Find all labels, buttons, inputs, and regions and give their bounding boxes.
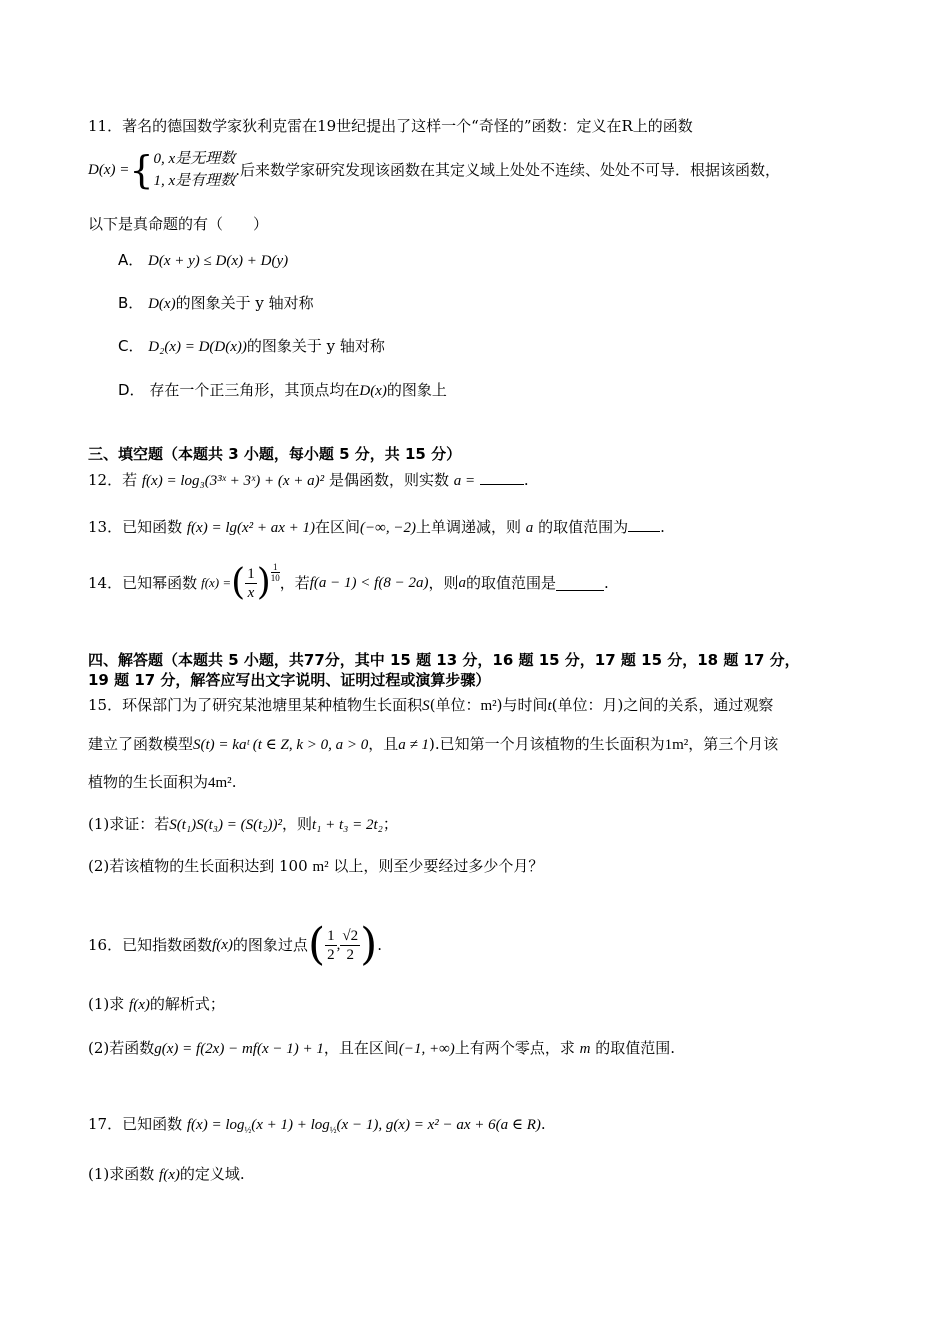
q12-answer-blank[interactable]	[480, 470, 524, 485]
q13-end: .	[660, 518, 665, 536]
q14-post: ，则	[428, 574, 459, 592]
q15-line1-S: S	[422, 698, 430, 714]
q13-math: f(x) = lg(x² + ax + 1)	[186, 520, 316, 536]
q15-line2-c: ).已知第一个月该植物的生长面积为	[428, 735, 665, 753]
q16-pt-den2: 2	[346, 946, 354, 963]
q17-base1: ½	[244, 1125, 252, 1135]
q15-line2-cond: a ≠ 1	[398, 737, 429, 753]
q17-p1-a: (1)求函数	[88, 1165, 155, 1183]
q14-base-num: 1	[247, 565, 255, 582]
q16-mid: 的图象过点	[232, 936, 308, 954]
q11-line2	[88, 148, 780, 192]
q14-end: .	[603, 574, 609, 592]
q15-line1	[88, 695, 773, 716]
q17-p1-b: 的定义域.	[179, 1165, 245, 1183]
q17-pre: 17．已知函数	[88, 1115, 183, 1133]
q11-option-a-label: A．	[118, 251, 144, 269]
q17-math-a: f(x) = log	[186, 1117, 245, 1133]
q16-p2-c: 上有两个零点，求	[454, 1039, 575, 1057]
q16-line	[88, 920, 382, 970]
q15-p2-b: 以上，则至少要经过多少个月？	[333, 857, 544, 875]
q16-p2-a: (2)若函数	[88, 1039, 155, 1057]
q17-p1-fx: f(x)	[159, 1167, 180, 1183]
q11-option-c	[118, 336, 385, 357]
q17-line	[88, 1114, 546, 1140]
q15-p1-end: ；	[382, 815, 398, 833]
q17-math-b: (x + 1) + log	[251, 1117, 330, 1133]
q13-var: a	[525, 520, 534, 536]
q14-left-paren: (	[231, 562, 246, 603]
q16-p2-math: g(x) = f(2x) − mf(x − 1) + 1	[154, 1041, 324, 1057]
q11-line3: 以下是真命题的有（ ）	[88, 215, 269, 233]
q15-line1-unit: m²	[480, 698, 497, 714]
q15-line1-b: (单位：	[429, 696, 481, 714]
q11-line1	[88, 116, 693, 136]
q14-fx: f(x) =	[201, 575, 232, 590]
q16-right-paren: )	[360, 919, 378, 970]
q14-right-paren: )	[256, 562, 271, 603]
q12-var: a =	[453, 473, 476, 489]
q15-p1-math: S(t₁)S(t₃) = (S(t₂))²	[169, 817, 282, 833]
q15-line1-a: 15．环保部门为了研究某池塘里某种植物生长面积	[88, 696, 423, 714]
q15-line3	[88, 772, 236, 793]
q15-line3-end: .	[231, 773, 237, 791]
q11-option-d-math: D(x)	[359, 383, 387, 399]
q13-tail: 的取值范围为	[538, 518, 629, 536]
q12-math: f(x) = log₃(3³ˣ + 3ˣ) + (x + a)²	[141, 473, 325, 489]
q11-option-c-math: D₂(x) = D(D(x))	[148, 339, 247, 355]
q15-part1	[88, 814, 398, 835]
q14-ineq: f(a − 1) < f(8 − 2a)	[309, 575, 429, 591]
q16-pt-den1: 2	[327, 946, 335, 963]
q16-end: .	[377, 936, 383, 954]
q14-line	[88, 560, 609, 606]
section4-heading-line1: 四、解答题（本题共 5 小题，共77分，其中 15 题 13 分，16 题 15 分，17 题 15 分，18 题 17 分，	[88, 651, 800, 669]
q12-post: 是偶函数，则实数	[328, 471, 449, 489]
q14-mid: ，若	[279, 574, 310, 592]
q13-pre: 13．已知函数	[88, 518, 183, 536]
q16-left-paren: (	[307, 919, 326, 970]
q11-option-b-text: 的图象关于 y 轴对称	[175, 294, 314, 312]
q11-option-b	[118, 293, 314, 314]
q15-part2	[88, 856, 543, 877]
q15-p1-concl: t₁ + t₃ = 2t₂	[312, 817, 383, 833]
q14-exponent	[271, 562, 280, 583]
q16-p1-a: (1)求	[88, 995, 125, 1013]
q15-line2-area1: 1m²	[664, 737, 689, 753]
q11-option-d-text1: 存在一个正三角形，其顶点均在	[149, 381, 360, 399]
q11-dx-lhs: D(x) =	[88, 162, 130, 178]
q14-answer-blank[interactable]	[556, 576, 604, 591]
q16-point-comma: ,	[336, 937, 341, 953]
q15-p2-a: (2)若该植物的生长面积达到 100	[88, 857, 308, 875]
q17-part1	[88, 1164, 245, 1185]
q16-pre: 16．已知指数函数	[88, 936, 213, 954]
q14-var: a	[458, 575, 466, 591]
q13-post: 上单调递减，则	[415, 518, 521, 536]
q12-line	[88, 470, 529, 491]
q14-pre: 14．已知幂函数	[88, 574, 198, 592]
q11-option-c-label: C．	[118, 337, 144, 355]
q14-tail: 的取值范围是	[465, 574, 556, 592]
q15-p2-unit: m²	[312, 859, 329, 875]
q15-p1-label: (1)求证：若	[88, 815, 170, 833]
q15-line2-math: S(t) = kaᵗ (t ∈ Z, k > 0, a > 0	[193, 737, 369, 753]
q11-line1-text: 11．著名的德国数学家狄利克雷在19世纪提出了这样一个“奇怪的”函数：定义在R上的函数	[88, 117, 693, 135]
q16-p1-b: 的解析式；	[149, 995, 225, 1013]
q12-end: .	[523, 471, 529, 489]
q15-line1-t: t	[547, 698, 552, 714]
q17-base2: ½	[329, 1125, 337, 1135]
q12-pre: 12．若	[88, 471, 138, 489]
q14-exp-den: 10	[270, 573, 280, 583]
section3-heading: 三、填空题（本题共 3 小题，每小题 5 分，共 15 分）	[88, 445, 462, 463]
q15-line1-c: )与时间	[496, 696, 548, 714]
q16-pt-num1: 1	[327, 927, 335, 944]
q15-line2-d: ，第三个月该	[688, 735, 779, 753]
q15-line1-d: (单位：月)之间的关系，通过观察	[551, 696, 774, 714]
q16-part1	[88, 994, 225, 1015]
q16-point-x	[325, 927, 337, 964]
q11-case1: 0, x是无理数	[153, 151, 236, 167]
q15-line2-a: 建立了函数模型	[88, 735, 194, 753]
q11-brace: {	[129, 148, 154, 192]
q14-base-fraction	[245, 565, 257, 602]
q15-p1-mid: ，则	[281, 815, 312, 833]
q11-option-b-math: D(x)	[148, 296, 176, 312]
q11-option-a-math: D(x + y) ≤ D(x) + D(y)	[148, 253, 289, 269]
q17-end: .	[540, 1115, 546, 1133]
q11-option-d-text2: 的图象上	[386, 381, 447, 399]
q16-part2	[88, 1038, 675, 1059]
q11-line2-tail: .后来数学家研究发现该函数在其定义域上处处不连续、处处不可导．根据该函数，	[235, 161, 780, 179]
q13-answer-blank[interactable]	[628, 517, 660, 532]
q11-option-d	[118, 380, 447, 401]
q13-interval: (−∞, −2)	[360, 520, 416, 536]
q11-option-b-label: B．	[118, 294, 144, 312]
q15-line2-b: ，且	[368, 735, 399, 753]
q16-p2-interval: (−1, +∞)	[398, 1041, 455, 1057]
q15-line2	[88, 734, 778, 755]
q13-line	[88, 517, 665, 538]
q15-line3-area: 4m²	[208, 775, 232, 791]
q14-exp-num: 1	[273, 562, 278, 572]
q15-line3-a: 植物的生长面积为	[88, 773, 209, 791]
q13-mid: 在区间	[315, 518, 361, 536]
q16-p1-fx: f(x)	[129, 997, 150, 1013]
q11-cases	[154, 148, 236, 192]
q17-math-c: (x − 1), g(x) = x² − ax + 6(a ∈ R)	[336, 1117, 541, 1133]
q16-p2-b: ，且在区间	[323, 1039, 399, 1057]
q16-p2-d: 的取值范围.	[595, 1039, 676, 1057]
q16-fx: f(x)	[212, 937, 233, 953]
q14-base-den: x	[247, 584, 255, 601]
q16-p2-var: m	[579, 1041, 591, 1057]
q11-case2: 1, x是有理数	[153, 173, 236, 189]
q16-point-y	[340, 927, 360, 964]
section4-heading-line2: 19 题 17 分，解答应写出文字说明、证明过程或演算步骤）	[88, 671, 491, 689]
q11-option-a	[118, 250, 288, 271]
q16-pt-num2: √2	[342, 927, 359, 944]
q11-option-c-text: 的图象关于 y 轴对称	[246, 337, 385, 355]
q11-option-d-label: D．	[118, 381, 145, 399]
